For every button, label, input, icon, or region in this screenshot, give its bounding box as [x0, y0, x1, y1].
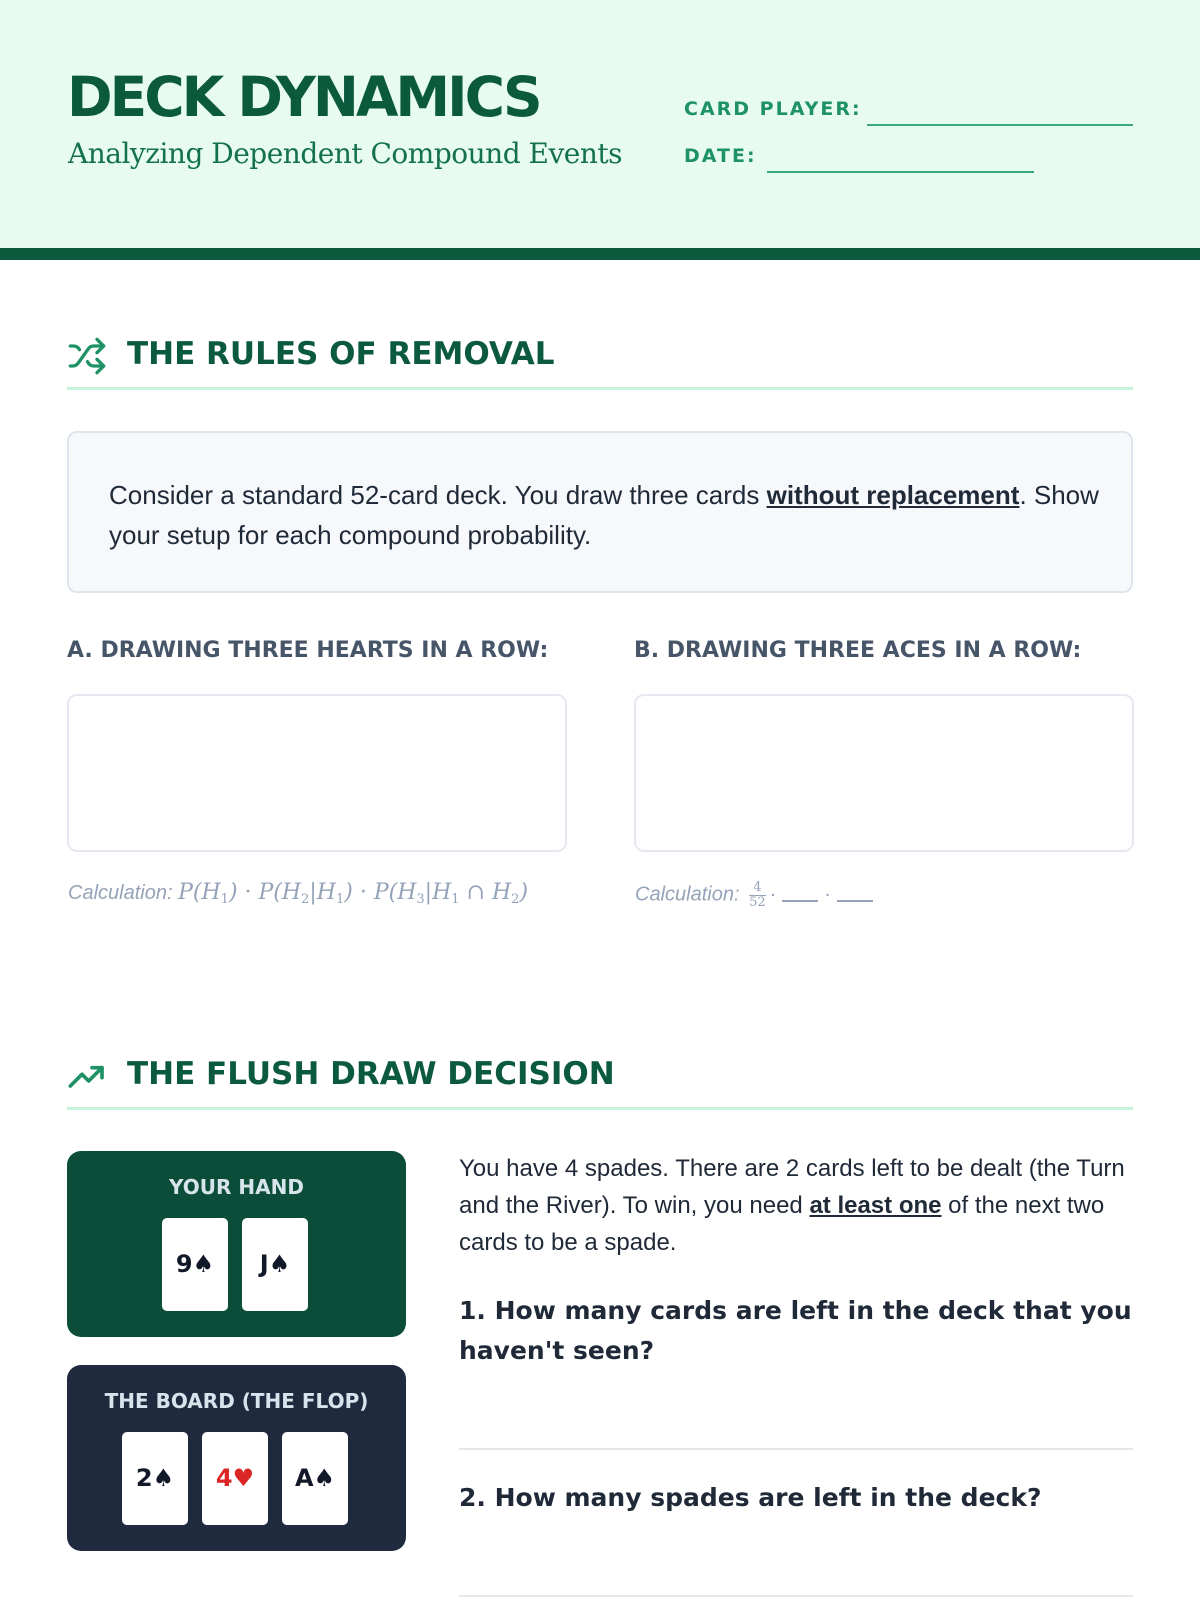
problem-b-answer-box[interactable] [634, 694, 1134, 852]
date-field[interactable] [767, 171, 1034, 173]
instructions-text: Consider a standard 52-card deck. You draw three cards without replacement. Show your setup for each compound probability. [109, 480, 1099, 550]
worksheet-header [0, 0, 1200, 248]
worksheet-subtitle: Analyzing Dependent Compound Events [68, 137, 622, 170]
card-player-field[interactable] [867, 124, 1133, 126]
without-replacement-emphasis: without replacement [766, 480, 1020, 510]
first-draw-fraction: $\frac{4}{52}$ [749, 880, 766, 910]
date-label: DATE: [684, 145, 757, 167]
flush-section-title: THE FLUSH DRAW DECISION [127, 1056, 615, 1092]
third-draw-blank[interactable] [837, 900, 873, 902]
rules-section-title: THE RULES OF REMOVAL [127, 336, 555, 372]
problem-b-label: B. DRAWING THREE ACES IN A ROW: [634, 638, 1082, 663]
trending-up-icon [67, 1056, 107, 1096]
at-least-one-emphasis: at least one [809, 1192, 942, 1219]
flush-section-rule [67, 1107, 1133, 1110]
flush-scenario-text: You have 4 spades. There are 2 cards left to be dealt (the Turn and the River). To win, you need at least one of the next two cards to be a spade. [459, 1155, 1125, 1256]
rules-section-rule [67, 387, 1133, 390]
your-hand-title: YOUR HAND [169, 1175, 304, 1199]
board-card-ace-spades: A♠ [282, 1432, 348, 1525]
board-title: THE BOARD (THE FLOP) [104, 1389, 369, 1413]
flush-section-heading [67, 1048, 1133, 1108]
problem-a-answer-box[interactable] [67, 694, 567, 852]
header-divider [0, 248, 1200, 260]
shuffle-icon [67, 336, 107, 376]
hand-card-jack-spades: J♠ [242, 1218, 308, 1311]
problem-a-label: A. DRAWING THREE HEARTS IN A ROW: [67, 638, 549, 663]
question-spades-left: 2. How many spades are left in the deck? [459, 1483, 1042, 1512]
question-2-answer-line[interactable] [459, 1595, 1133, 1597]
worksheet-title: DECK DYNAMICS [67, 65, 540, 129]
board-panel [67, 1365, 406, 1551]
board-card-four-hearts: 4♥ [202, 1432, 268, 1525]
problem-b-calculation-hint: Calculation: $\frac{4}{52}$ · · [635, 881, 879, 909]
board-card-two-spades: 2♠ [122, 1432, 188, 1525]
question-1-answer-line[interactable] [459, 1448, 1133, 1450]
card-player-label: CARD PLAYER: [684, 98, 862, 120]
hand-card-nine-spades: 9♠ [162, 1218, 228, 1311]
your-hand-panel [67, 1151, 406, 1337]
question-unseen-cards: 1. How many cards are left in the deck that you haven't seen? [459, 1296, 1132, 1365]
second-draw-blank[interactable] [782, 900, 818, 902]
rules-section-heading [67, 328, 1133, 388]
problem-a-calculation-hint: Calculation: $P(H_1) \cdot P(H_2|H_1) \cdot P(H_3|H_1$ ∩ $H_2$) [68, 880, 529, 907]
instructions-box [67, 431, 1133, 593]
